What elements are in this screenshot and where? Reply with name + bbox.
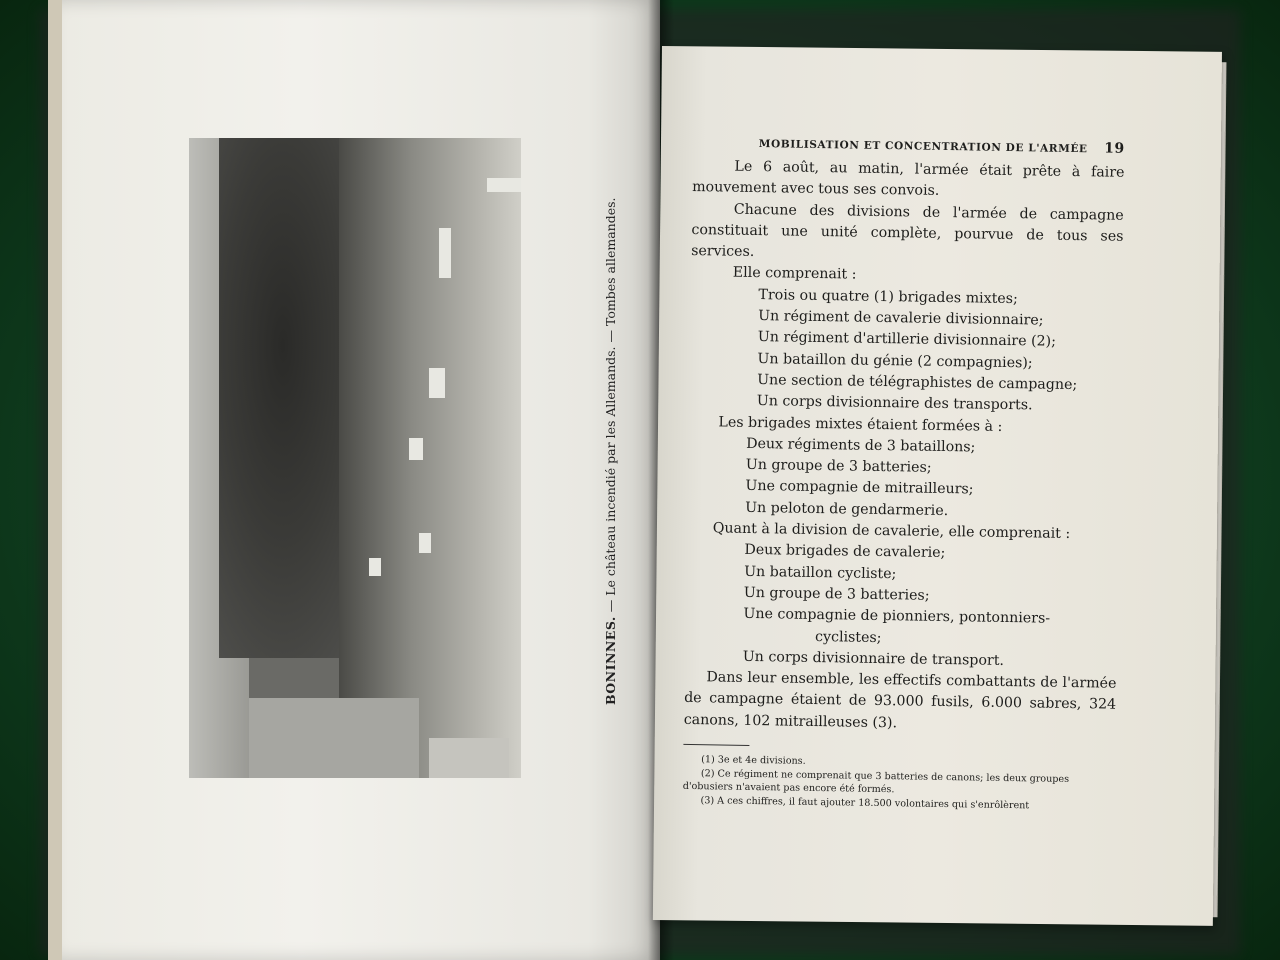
paragraph: Chacune des divisions de l'armée de campagne constituait une unité complète, pourvue de tous ses services. [691, 201, 1124, 261]
paragraph: Les brigades mixtes étaient formées à : [718, 413, 1003, 435]
photo-plate [189, 138, 521, 778]
list-item: Un groupe de 3 batteries; [743, 584, 930, 604]
list-item: Une section de télégraphistes de campagne; [757, 372, 1078, 394]
list-item: cyclistes; [814, 628, 882, 646]
list-item: Deux brigades de cavalerie; [744, 542, 946, 562]
footnote: (3) A ces chiffres, il faut ajouter 18.500 volontaires qui s'enrôlèrent [700, 794, 1030, 812]
footnote-rule [683, 744, 749, 746]
paragraph: Dans leur ensemble, les effectifs combattants de l'armée de campagne étaient de 93.000 fusils, 6.000 sabres, 324 canons, 102 mitrailleuses (3). [683, 669, 1117, 731]
list-item: Un bataillon cycliste; [744, 563, 897, 582]
page-number: 19 [1104, 140, 1125, 157]
paragraph: Quant à la division de cavalerie, elle comprenait : [712, 520, 1071, 543]
right-page-text [682, 134, 1125, 814]
list-item: Un bataillon du génie (2 compagnies); [757, 350, 1033, 372]
list-item: Un peloton de gendarmerie. [745, 499, 949, 519]
list-item: Un régiment de cavalerie divisionnaire; [758, 308, 1044, 329]
list-item: Un corps divisionnaire de transport. [742, 648, 1005, 669]
list-item: Une compagnie de pionniers, pontonniers- [743, 606, 1051, 627]
footnote: (2) Ce régiment ne comprenait que 3 batteries de canons; les deux groupes d'obusiers n'avaient pas encore été formés. [682, 767, 1070, 796]
list-item: Une compagnie de mitrailleurs; [745, 478, 974, 498]
running-head-title: MOBILISATION ET CONCENTRATION DE L'ARMÉE [758, 138, 1088, 156]
paragraph: Elle comprenait : [732, 265, 857, 284]
photo-graves [309, 138, 449, 778]
caption-place: BONINNES. [603, 616, 618, 705]
list-item: Un corps divisionnaire des transports. [756, 393, 1033, 414]
paragraph: Le 6 août, au matin, l'armée était prête à faire mouvement avec tous ses convois. [692, 158, 1125, 200]
list-item: Trois ou quatre (1) brigades mixtes; [758, 286, 1018, 307]
caption-text: — Le château incendié par les Allemands. — Tombes allemandes. [603, 197, 618, 613]
photo-caption [603, 197, 618, 705]
list-item: Deux régiments de 3 bataillons; [746, 435, 976, 456]
footnote: (1) 3e et 4e divisions. [701, 754, 806, 767]
list-item: Un groupe de 3 batteries; [745, 457, 932, 476]
list-item: Un régiment d'artillerie divisionnaire (2); [757, 329, 1057, 351]
